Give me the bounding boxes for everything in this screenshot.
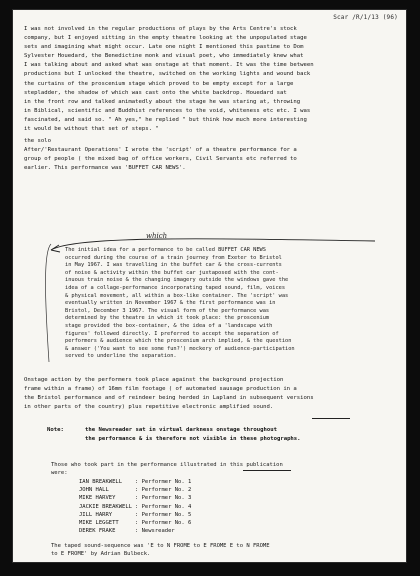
text-line: fascinated, and said so. " Ah yes," he replied " but think how much more interesting xyxy=(24,116,307,123)
text-line: eventually written in November 1967 & the first performance was in xyxy=(65,300,276,307)
text-line: of noise & activity within the buffet car juxtaposed with the cont- xyxy=(65,269,279,276)
cast-role: : Performer No. 2 xyxy=(134,487,192,494)
text-line: served to underline the separation. xyxy=(65,353,177,360)
text-line: & physical movement, all within a box-like container. The 'script' was xyxy=(65,292,289,299)
text-line: the performance & is therefore not visible in these photographs. xyxy=(85,436,301,442)
text-line: company, but I enjoyed sitting in the empty theatre looking at the unpopulated stage xyxy=(24,35,307,42)
cast-role: : Performer No. 3 xyxy=(134,495,192,502)
cast-role: : Performer No. 5 xyxy=(134,511,192,518)
text-line: idea of a collage-performance incorporating taped sound, film, voices xyxy=(65,284,286,291)
cast-name: IAN BREAKWELL xyxy=(79,479,123,485)
text-line: Bristol, December 3 1967. The visual form of the performance was xyxy=(65,307,270,314)
text-line: were: xyxy=(51,469,68,476)
cast-name: JOHN HALL xyxy=(79,487,109,494)
text-line: Onstage action by the performers took place against the background projection xyxy=(24,377,284,383)
text-line: determined by the theatre in which it took place: the proscenium xyxy=(65,315,270,322)
text-line: group of people ( the mixed bag of office workers, Civil Servants etc referred to xyxy=(24,156,297,163)
text-line: sets and imagining what might occur. Late one night I mentioned this pastime to Dom xyxy=(24,44,304,51)
margin-bracket xyxy=(37,242,57,370)
text-line: in other parts of the country) plus repetitive electronic amplified sound. xyxy=(24,404,274,411)
text-line: to E FROME' by Adrian Bulbeck. xyxy=(51,550,151,557)
text-line: performers & audience which the proscenium arch implied, & the question xyxy=(65,338,292,345)
text-line: earlier. This performance was 'BUFFET CAR NEWS'. xyxy=(24,165,186,172)
cast-name: MIKE HARVEY xyxy=(79,495,116,502)
cast-name: JACKIE BREAKWELL xyxy=(79,503,132,510)
cast-role: : Performer No. 1 xyxy=(134,479,192,485)
cast-name: DEREK FRAKE xyxy=(79,528,116,535)
cast-list xyxy=(79,478,194,535)
cast-row xyxy=(79,511,194,519)
text-line: Sylvester Houedard, the Benedictine monk and visual poet, who immediately knew what xyxy=(24,53,304,60)
paragraph-buffet-car-intro xyxy=(24,137,398,173)
cast-row xyxy=(79,478,194,486)
cast-name: MIKE LEGGETT xyxy=(79,520,119,527)
text-line: The initial idea for a performance to be called BUFFET CAR NEWS xyxy=(65,247,266,253)
cast-role: : Performer No. 6 xyxy=(134,520,192,527)
text-line: I was not involved in the regular productions of plays by the Arts Centre's stock xyxy=(24,26,297,32)
text-line: Those who took part in the performance illustrated in this publication xyxy=(51,462,283,468)
text-line: the curtains of the proscenium stage which proved to be empty except for a large xyxy=(24,80,294,87)
text-line: I was talking about and asked what was onstage at that moment. It was the time between xyxy=(24,62,314,69)
cast-intro xyxy=(51,461,283,476)
text-line: stepladder, the shadow of which was cast onto the white backdrop. Houedard sat xyxy=(24,89,287,96)
note-label: Note: xyxy=(47,427,64,433)
text-line: in the front row and talked animatedly about the stage he was staring at, throwing xyxy=(24,98,301,105)
text-line: the solo xyxy=(24,138,51,144)
archive-reference: Scar /R/1/13 (96) xyxy=(333,14,398,21)
text-line: After/'Restaurant Operations' I wrote the 'script' of a theatre performance for a xyxy=(24,147,297,154)
typescript-page xyxy=(13,10,406,562)
cast-row xyxy=(79,494,194,502)
cast-row xyxy=(79,519,194,527)
text-line: in Biblical, scientific and Buddhist references to the void, whiteness etc etc. I was xyxy=(24,107,311,114)
cast-name: JILL HARRY xyxy=(79,511,113,518)
strikeout-mark xyxy=(312,418,350,419)
note-text xyxy=(85,426,301,444)
text-line: productions but I unlocked the theatre, switched on the working lights and wound back xyxy=(24,71,311,78)
paragraph-idea xyxy=(65,247,295,361)
cast-row xyxy=(79,486,194,494)
text-line: occurred during the course of a train journey from Exeter to Bristol xyxy=(65,254,282,261)
handwritten-which: which xyxy=(146,232,168,240)
text-line: figures' followed directly. I preferred to accept the separation of xyxy=(65,330,279,337)
text-line: the Newsreader sat in virtual darkness onstage throughout xyxy=(85,427,277,433)
text-line: stage provided the box-container, & the idea of a 'landscape with xyxy=(65,322,273,329)
cast-row xyxy=(79,503,194,511)
text-line: & answer ('You want to see some fun?') mockery of audience-participation xyxy=(65,345,295,352)
text-line: frame within a frame) of 16mm film footage ( of automated sausage production in a xyxy=(24,386,297,393)
paragraph-onstage-action xyxy=(24,376,398,412)
text-line: The taped sound-sequence was 'E to N FROME to E FROME E to N FROME xyxy=(51,543,270,549)
cast-role: : Newsreader xyxy=(134,528,175,535)
text-line: in May 1967. I was travelling in the buffet car & the cross-currents xyxy=(65,262,282,269)
text-line: the Bristol performance and of reindeer being herded in Lapland in subsequent versions xyxy=(24,395,314,402)
cast-role: : Performer No. 4 xyxy=(134,503,192,510)
cast-row xyxy=(79,527,194,535)
footer-note xyxy=(51,542,270,557)
text-line: inuous train noise & the changing imagery outside the windows gave the xyxy=(65,277,289,284)
text-line: it would be without that set of steps. " xyxy=(24,126,159,133)
paragraph-arts-centre xyxy=(24,25,398,134)
